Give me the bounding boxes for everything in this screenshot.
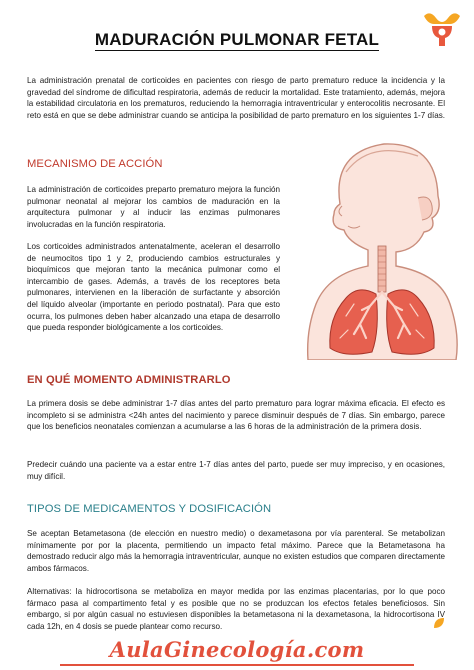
timing-paragraph-1: La primera dosis se debe administrar 1-7 días antes del parto prematuro para lograr máxima eficacia. El efecto es incompleto si se administra <24h antes del nacimiento y parece disminuir después de 7 días. Sin embargo, parece que los beneficios neonatales comienzan a acumularse a las 6 horas de la administración de la primera dosis. xyxy=(27,399,445,432)
timing-paragraph-2: Predecir cuándo una paciente va a estar entre 1-7 días antes del parto, puede ser muy impreciso, y en ocasiones, muy difícil. xyxy=(27,460,445,481)
page-title: MADURACIÓN PULMONAR FETAL xyxy=(94,30,380,49)
footer-underline xyxy=(60,664,414,666)
child-lungs-illustration xyxy=(300,134,468,360)
section-heading-mechanism: MECANISMO DE ACCIÓN xyxy=(27,158,163,170)
medications-paragraph-1: Se aceptan Betametasona (de elección en nuestro medio) o dexametasona por vía parenteral. Se metabolizan mínimamente por por la placenta, permitiendo un impacto fetal máximo. Parece que la Betametasona ha demostrado reducir algo más la hemorragia intraventricular, aunque no existen estudios que comparen directamente ambos fármacos. xyxy=(27,529,445,573)
mechanism-paragraph-1: La administración de corticoides preparto prematuro mejora la función pulmonar neonatal al mejorar los cambios de maduración en la arquitectura pulmonar y al inducir las enzimas pulmonares involucradas en la función respiratoria. xyxy=(27,185,280,229)
medications-paragraph-2: Alternativas: la hidrocortisona se metaboliza en mayor medida por las enzimas placentarias, por lo que poco fármaco pasa al compartimento fetal y es posible que no se produzcan los efectos fetales beneficiosos. Sin embargo, si por algún casual no estuviesen disponibles la betametasona ni la dexametasona, la hidrocortisona IV cada 12h, en 4 dosis se puede plantear como recurso. xyxy=(27,587,445,631)
intro-paragraph: La administración prenatal de corticoides en pacientes con riesgo de parto prematuro reduce la incidencia y la gravedad del síndrome de dificultad respiratoria, además de reducir la mortalidad. Este tratamiento, además, mejora la estabilidad circulatoria en los prematuros, reduciendo la hemorragia intraventricular y enterocolitis necrosante. El reto está en que se debe administrar cuando se anticipa la posibilidad de parto prematuro en los siguientes 1-7 días. xyxy=(27,76,445,120)
mechanism-paragraph-2: Los corticoides administrados antenatalmente, aceleran el desarrollo de neumocitos tipo 1 y 2, produciendo cambios estructurales y bioquímicos que mejoran tanto la mecánica pulmonar como el intercambio de gases. Además, a través de los receptores beta pulmonares, intervienen en la liberación de surfactante y absorción del líquido alveolar (importante en periodo postnatal). Para que esto ocurra, los pulmones deben haber alcanzado una etapa de desarrollo que pueda responder biológicamente a los corticoides. xyxy=(27,242,280,333)
section-heading-timing: EN QUÉ MOMENTO ADMINISTRARLO xyxy=(27,374,231,386)
leaf-icon xyxy=(432,616,446,630)
section-heading-medications: TIPOS DE MEDICAMENTOS Y DOSIFICACIÓN xyxy=(27,503,272,515)
footer-brand: AulaGinecología.com xyxy=(109,637,365,662)
